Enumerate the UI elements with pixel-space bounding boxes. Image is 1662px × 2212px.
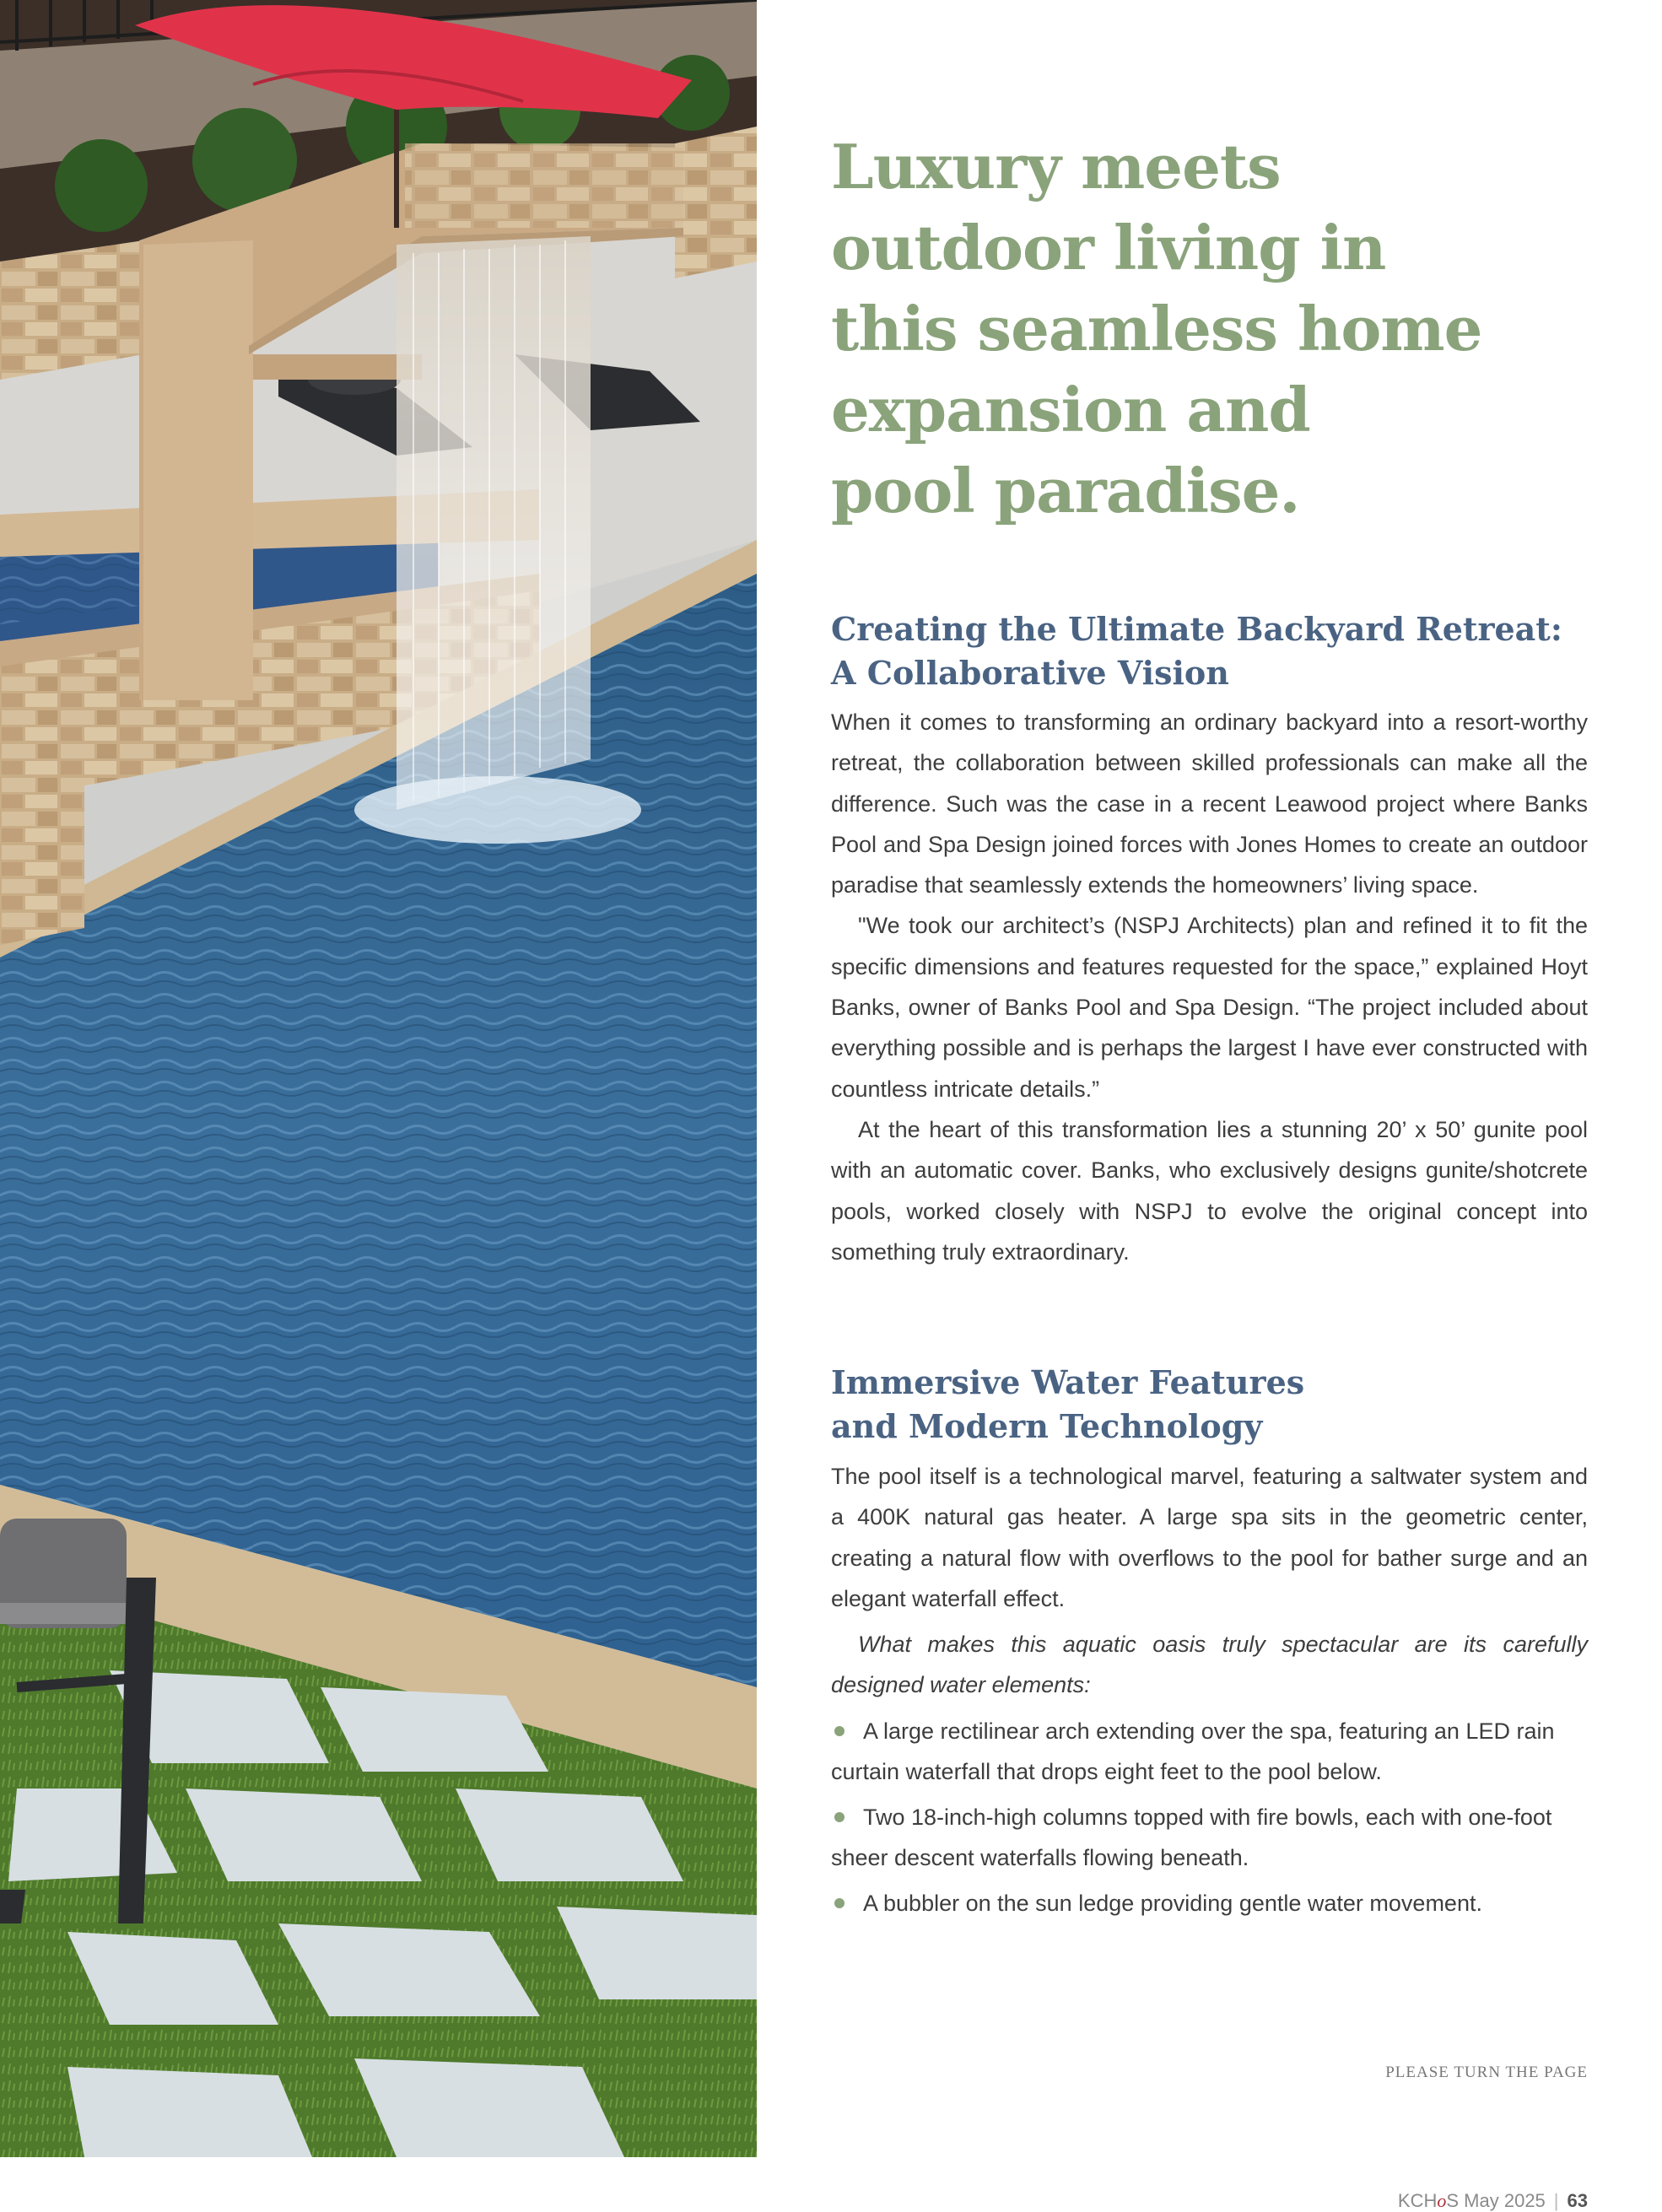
section-heading-line: Immersive Water Features	[831, 1363, 1305, 1401]
turn-page-note: PLEASE TURN THE PAGE	[1385, 2064, 1588, 2081]
list-item	[831, 1711, 1557, 1792]
brand-mark: o	[1437, 2190, 1447, 2211]
brand-text: KCH	[1397, 2190, 1438, 2211]
headline	[831, 127, 1588, 531]
footer-divider: |	[1553, 2190, 1559, 2211]
bullet-icon	[834, 1898, 844, 1908]
headline-line: this seamless home	[831, 293, 1482, 364]
list-item	[831, 1883, 1557, 1923]
brand-logo	[1398, 2190, 1459, 2211]
bullet-icon	[834, 1812, 844, 1822]
page-footer	[1398, 2190, 1588, 2212]
section-body	[831, 1456, 1588, 1923]
section-heading-line: A Collaborative Vision	[831, 654, 1229, 692]
section-heading	[831, 607, 1562, 695]
issue-date: May 2025	[1464, 2190, 1546, 2211]
list-item-text: Two 18-inch-high columns topped with fire bowls, each with one-foot sheer descent waterfalls flowing beneath.	[831, 1804, 1552, 1870]
section-heading	[831, 1361, 1304, 1449]
article	[831, 127, 1588, 2211]
section-heading-line: Creating the Ultimate Backyard Retreat:	[831, 610, 1562, 648]
body-paragraph: The pool itself is a technological marvel, featuring a saltwater system and a 400K natural gas heater. A large spa sits in the geometric center, creating a natural flow with overflows to the pool for bather surge and an elegant waterfall effect.	[831, 1464, 1588, 1611]
list-item	[831, 1797, 1557, 1878]
section-body	[831, 702, 1588, 1272]
pool-photo	[0, 0, 757, 2157]
headline-line: expansion and	[831, 374, 1310, 445]
body-paragraph: When it comes to transforming an ordinary backyard into a resort-worthy retreat, the collaboration between skilled professionals can make all the difference. Such was the case in a recent Leawood project where Banks Pool and Spa Design joined forces with Jones Homes to create an outdoor paradise that seamlessly extends the homeowners’ living space.	[831, 709, 1588, 898]
headline-line: Luxury meets	[831, 131, 1281, 202]
body-paragraph: "We took our architect’s (NSPJ Architects) plan and refined it to fit the specific dimensions and features requested for the space,” explained Hoyt Banks, owner of Banks Pool and Spa Design. “The project included about everything possible and is perhaps the largest I have ever constructed with countless intricate details.”	[831, 913, 1588, 1102]
list-item-text: A bubbler on the sun ledge providing gentle water movement.	[863, 1890, 1482, 1916]
intro-italic: What makes this aquatic oasis truly spectacular are its carefully designed water elements:	[831, 1632, 1588, 1698]
list-item-text: A large rectilinear arch extending over the spa, featuring an LED rain curtain waterfall that drops eight feet to the pool below.	[831, 1718, 1555, 1784]
page-number: 63	[1567, 2190, 1588, 2211]
brand-text: S	[1446, 2190, 1460, 2211]
section-heading-line: and Modern Technology	[831, 1407, 1263, 1445]
headline-line: outdoor living in	[831, 212, 1386, 283]
bullet-icon	[834, 1726, 844, 1736]
body-paragraph: At the heart of this transformation lies a stunning 20’ x 50’ gunite pool with an automatic cover. Banks, who exclusively designs gunite/shotcrete pools, worked closely with NSPJ to evolve the original concept into something truly extraordinary.	[831, 1116, 1588, 1265]
headline-line: pool paradise.	[831, 455, 1300, 526]
